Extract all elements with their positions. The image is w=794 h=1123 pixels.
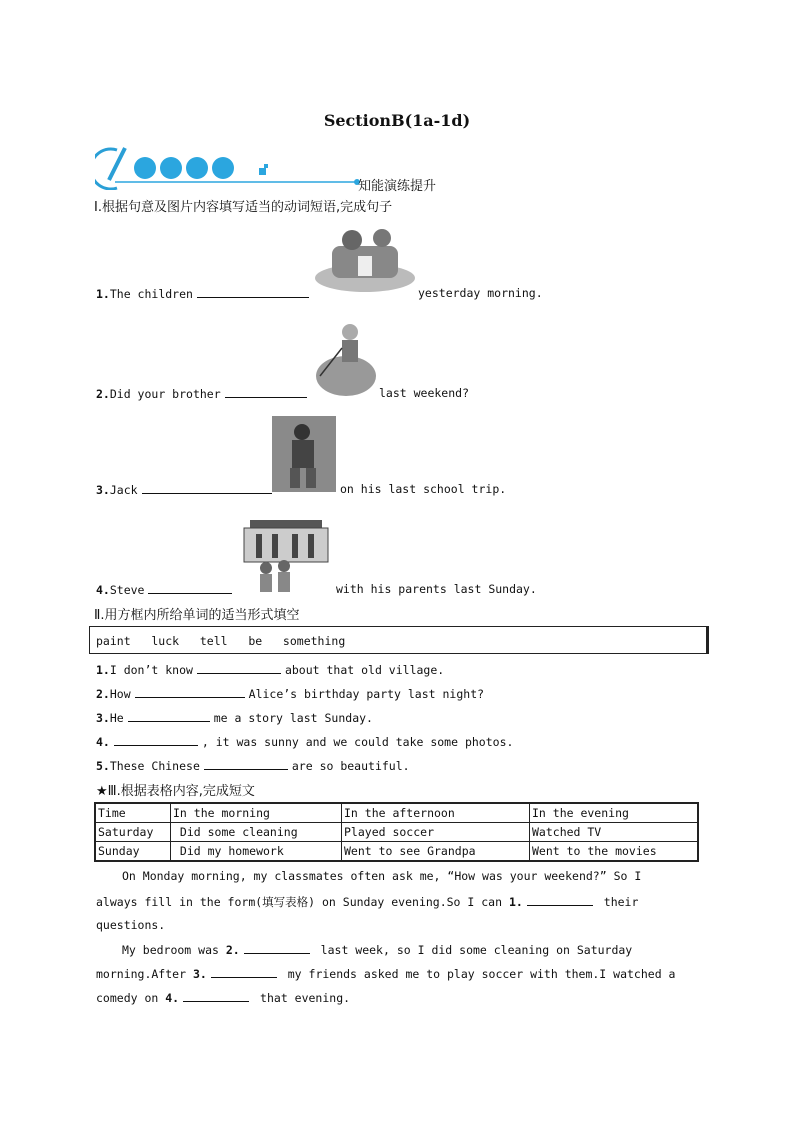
answer-blank[interactable] [197, 662, 281, 674]
table-cell: Did my homework [171, 842, 342, 862]
pen-logo-icon [95, 146, 365, 190]
table-header: In the afternoon [342, 803, 530, 823]
table-header: Time [95, 803, 171, 823]
table-row [95, 842, 698, 862]
part2-heading: Ⅱ.用方框内所给单词的适当形式填空 [94, 608, 300, 623]
part1-item-3-after: on his last school trip. [340, 482, 507, 496]
answer-blank[interactable] [135, 686, 245, 698]
table-header: In the morning [171, 803, 342, 823]
part2-item-4: 4. , it was sunny and we could take some photos. [96, 735, 514, 749]
part1-item-4-after: with his parents last Sunday. [336, 582, 537, 596]
part2-item-1: 1.I don’t know about that old village. [96, 663, 445, 677]
answer-blank[interactable] [204, 758, 288, 770]
answer-blank[interactable] [142, 482, 272, 494]
answer-blank[interactable] [183, 990, 249, 1002]
section-banner [95, 146, 365, 190]
banner-label: 知能演练提升 [358, 179, 437, 194]
part1-item-2: 2.Did your brother [96, 386, 311, 401]
passage-line-5: morning.After 3. my friends asked me to play soccer with them.I watched a [96, 967, 676, 981]
table-cell: Sunday [95, 842, 171, 862]
table-cell: Played soccer [342, 823, 530, 842]
part2-item-5: 5.These Chinese are so beautiful. [96, 759, 410, 773]
museum-visit-picture [236, 514, 336, 594]
passage-line-6: comedy on 4. that evening. [96, 991, 351, 1005]
answer-blank[interactable] [527, 894, 593, 906]
part1-item-2-after: last weekend? [379, 386, 470, 400]
answer-blank[interactable] [225, 386, 307, 398]
table-cell: Watched TV [530, 823, 699, 842]
page-title: SectionB(1a-1d) [323, 111, 471, 130]
part1-heading: Ⅰ.根据句意及图片内容填写适当的动词短语,完成句子 [94, 200, 393, 215]
table-cell: Went to the movies [530, 842, 699, 862]
weekend-table [94, 802, 699, 862]
table-header: In the evening [530, 803, 699, 823]
answer-blank[interactable] [244, 942, 310, 954]
part3-heading: ★Ⅲ.根据表格内容,完成短文 [96, 784, 255, 799]
word-box-words: paint luck tell be something [96, 634, 346, 648]
part1-item-4: 4.Steve [96, 582, 236, 597]
answer-blank[interactable] [211, 966, 277, 978]
passage-line-2: always fill in the form(填写表格) on Sunday evening.So I can 1. their [96, 895, 639, 909]
part1-item-1-after: yesterday morning. [418, 286, 543, 300]
table-row [95, 823, 698, 842]
part1-item-1: 1.The children [96, 286, 313, 301]
part2-item-2: 2.How Alice’s birthday party last night? [96, 687, 485, 701]
mountain-climbing-picture [272, 416, 336, 492]
answer-blank[interactable] [114, 734, 198, 746]
part2-item-3: 3.He me a story last Sunday. [96, 711, 373, 725]
passage-line-1: On Monday morning, my classmates often ask me, “How was your weekend?” So I [122, 869, 642, 883]
answer-blank[interactable] [128, 710, 210, 722]
passage-line-3: questions. [96, 918, 166, 932]
answer-blank[interactable] [197, 286, 309, 298]
part1-item-3: 3.Jack [96, 482, 276, 497]
answer-blank[interactable] [148, 582, 232, 594]
passage-line-4: My bedroom was 2. last week, so I did some cleaning on Saturday [122, 943, 633, 957]
table-cell: Did some cleaning [171, 823, 342, 842]
table-cell: Saturday [95, 823, 171, 842]
fishing-picture [314, 318, 378, 398]
table-cell: Went to see Grandpa [342, 842, 530, 862]
table-header-row [95, 803, 698, 823]
amusement-park-picture [312, 226, 418, 296]
